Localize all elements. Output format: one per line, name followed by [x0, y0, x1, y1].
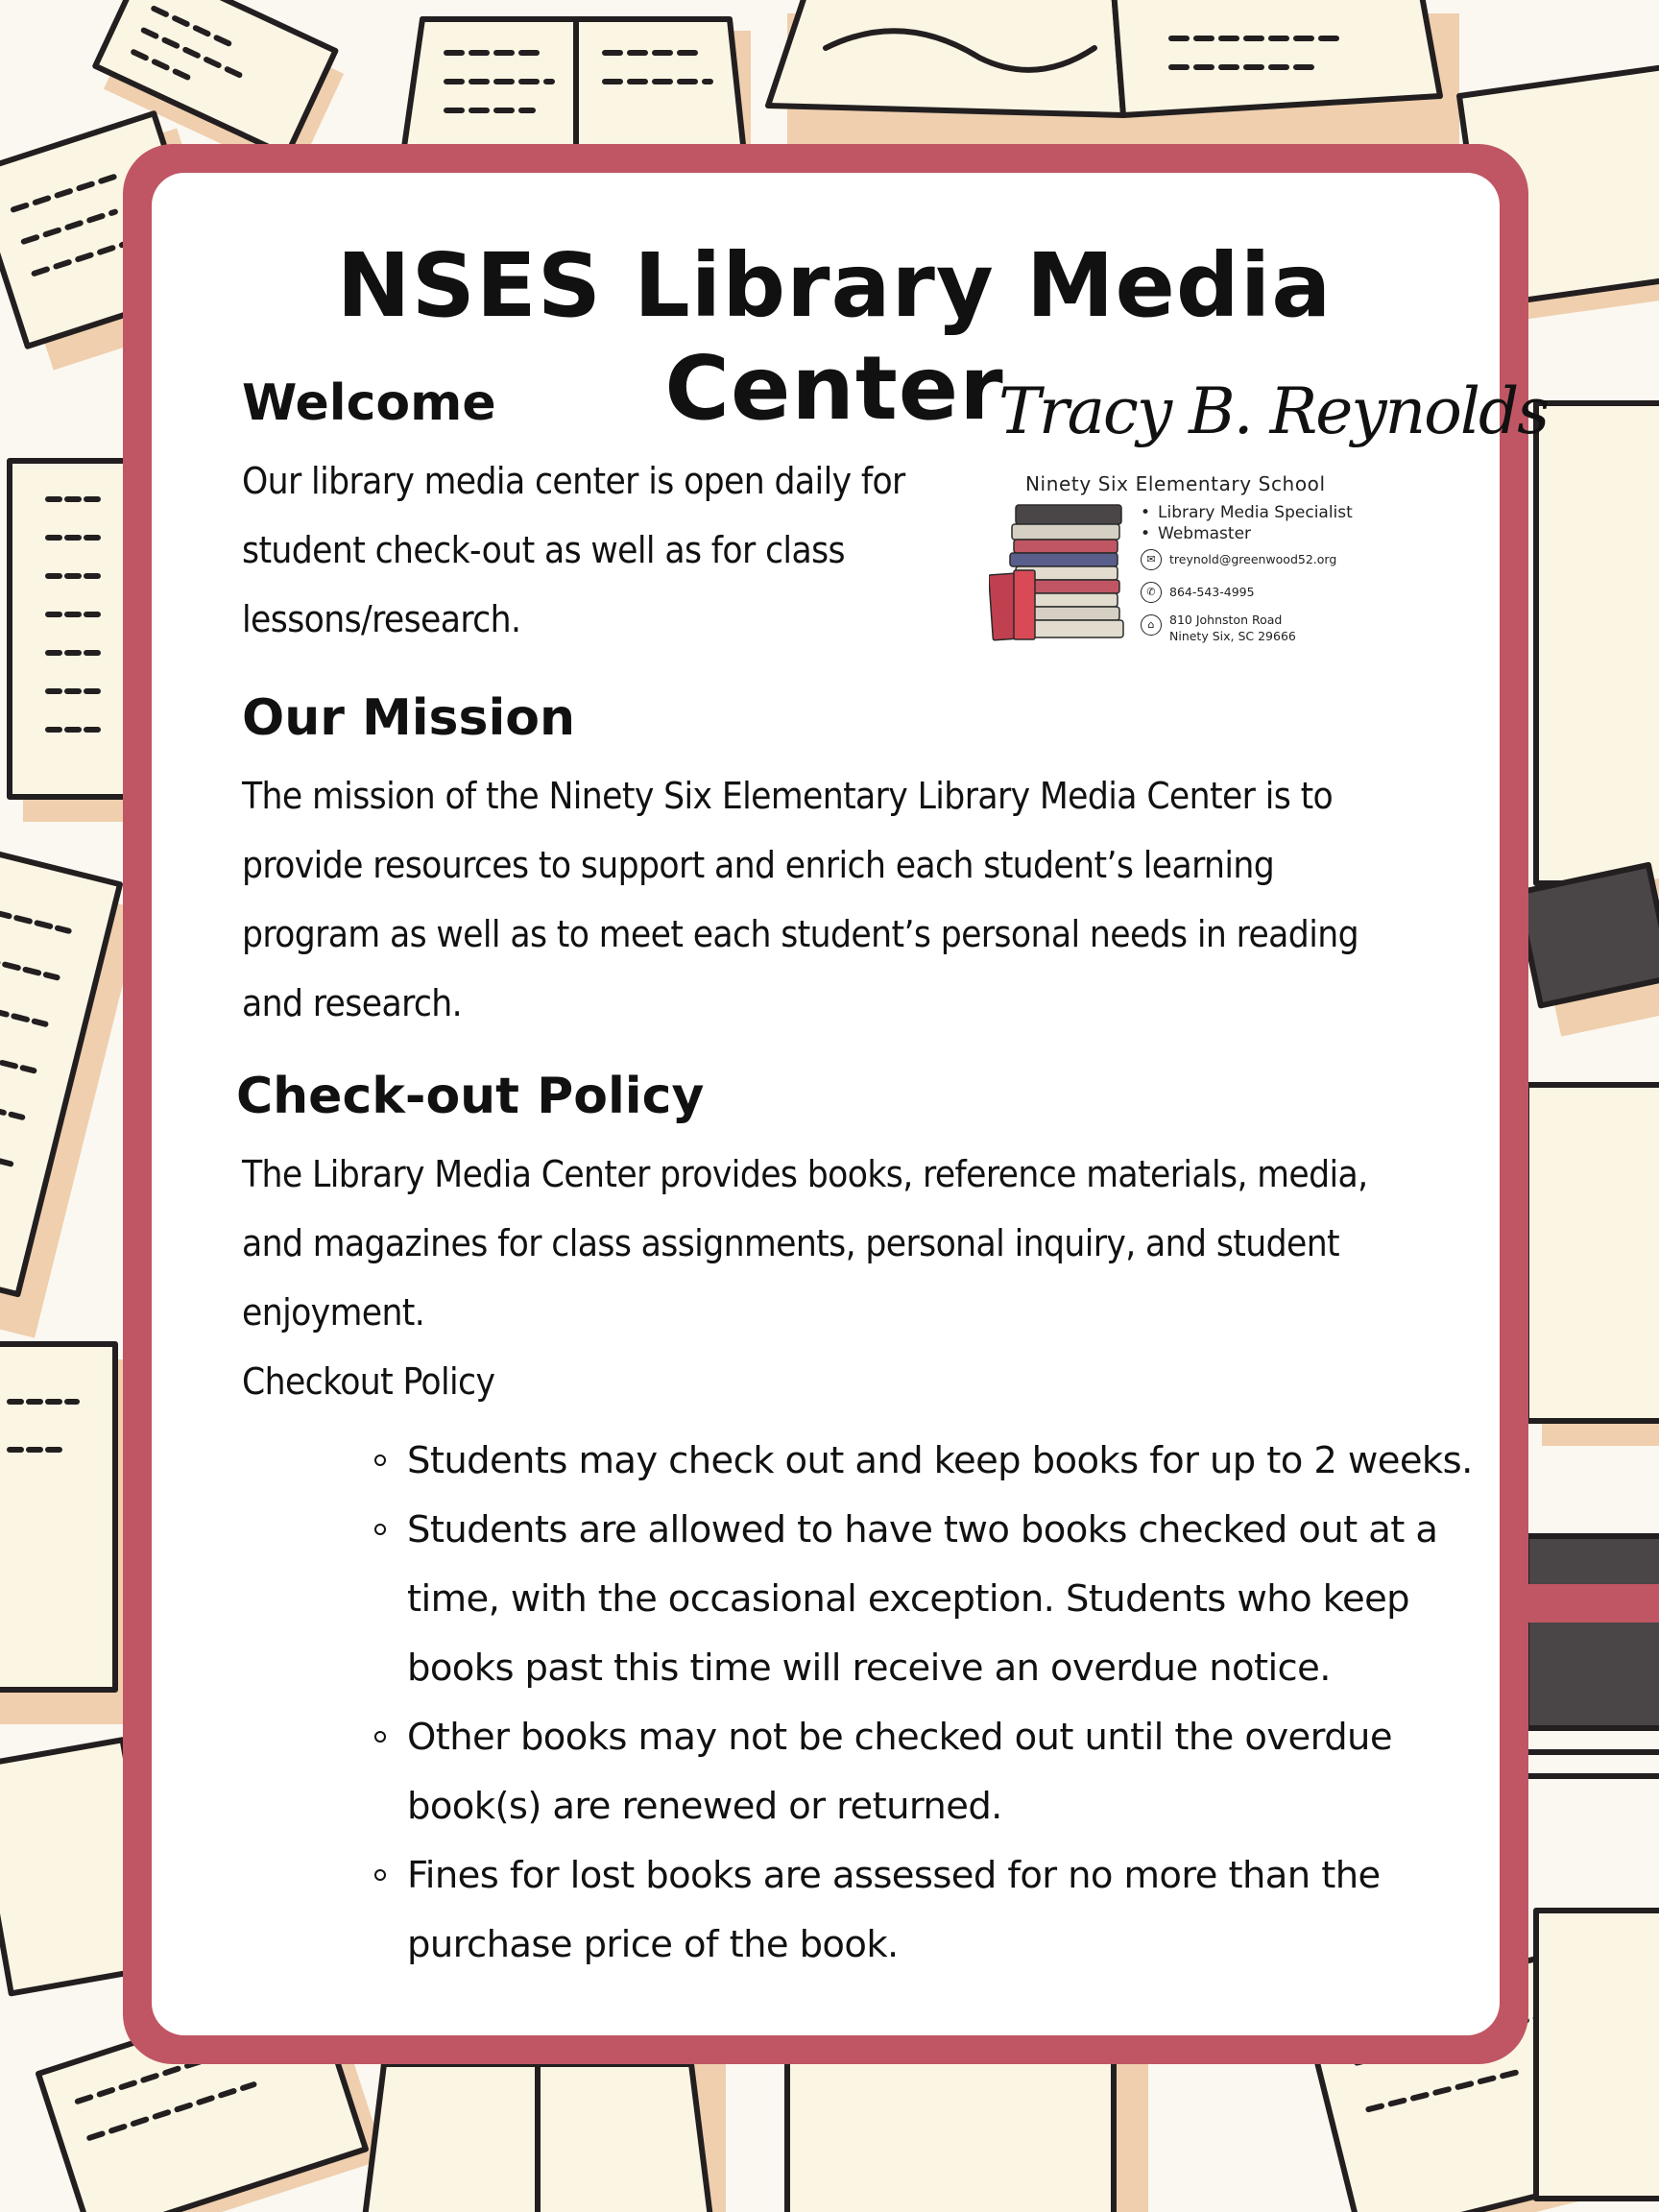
role-item: • Library Media Specialist — [1158, 503, 1353, 522]
list-item: Other books may not be checked out until the overdue book(s) are renewed or returned. — [374, 1703, 1479, 1841]
phone-icon: ✆ — [1141, 582, 1162, 603]
text-line: lessons/research. — [242, 598, 521, 641]
book-illustration — [768, 0, 1459, 157]
book-illustration — [365, 2058, 726, 2212]
text-line: enjoyment. — [242, 1291, 425, 1334]
book-illustration — [1527, 1536, 1659, 1776]
mission-heading: Our Mission — [242, 689, 576, 747]
checkout-heading: Check-out Policy — [236, 1068, 705, 1125]
checkout-subheading: Checkout Policy — [242, 1360, 495, 1404]
circle-bullet-icon — [374, 1524, 386, 1535]
librarian-business-card: Tracy B. Reynolds Ninety Six Elementary School • Library Media Specialist • Webmaster ✉ treynold@greenwood52.org ✆ 864-543-4995 ⌂ 810 Johnston Road Ninety Six, SC 29666 — [989, 374, 1411, 662]
school-name: Ninety Six Elementary School — [1025, 472, 1326, 495]
book-stack-icon — [989, 503, 1133, 647]
list-item: Students are allowed to have two books checked out at a time, with the occasional exception. Students who keep books past this time will receive an overdue notice. — [374, 1496, 1479, 1703]
book-illustration — [1536, 403, 1659, 883]
checkout-text — [242, 1141, 1368, 1417]
card-frame — [123, 144, 1549, 2064]
welcome-heading: Welcome — [242, 374, 496, 432]
welcome-text — [242, 447, 905, 655]
book-illustration — [1536, 1911, 1659, 2199]
home-icon: ⌂ — [1141, 614, 1162, 636]
text-line: Our library media center is open daily for — [242, 460, 905, 503]
checkout-rules-list — [374, 1427, 1479, 1980]
address-line: 810 Johnston Road — [1169, 613, 1283, 627]
mail-icon: ✉ — [1141, 549, 1162, 570]
page-title: NSES Library Media Center — [336, 234, 1333, 440]
role-item: • Webmaster — [1158, 524, 1251, 543]
content-card — [152, 173, 1549, 2035]
book-illustration — [0, 1344, 140, 1724]
circle-bullet-icon — [374, 1869, 386, 1881]
address-line: Ninety Six, SC 29666 — [1169, 629, 1296, 643]
list-item: Fines for lost books are assessed for no more than the purchase price of the book. — [374, 1841, 1479, 1980]
book-illustration — [1527, 1085, 1659, 1446]
circle-bullet-icon — [374, 1455, 386, 1466]
circle-bullet-icon — [374, 1731, 386, 1743]
list-item: Students may check out and keep books for up to 2 weeks. — [374, 1427, 1479, 1496]
text-line: program as well as to meet each student’s personal needs in reading — [242, 913, 1358, 956]
signature: Tracy B. Reynolds — [998, 374, 1549, 448]
text-line: provide resources to support and enrich each student’s learning — [242, 844, 1275, 887]
text-line: The mission of the Ninety Six Elementary Library Media Center is to — [242, 775, 1334, 818]
text-line: and magazines for class assignments, personal inquiry, and student — [242, 1222, 1340, 1265]
book-illustration — [1517, 862, 1659, 1040]
book-illustration — [787, 2045, 1148, 2212]
text-line: The Library Media Center provides books, reference materials, media, — [242, 1153, 1368, 1196]
mission-text — [242, 762, 1358, 1039]
text-line: and research. — [242, 982, 463, 1025]
text-line: student check-out as well as for class — [242, 529, 845, 572]
